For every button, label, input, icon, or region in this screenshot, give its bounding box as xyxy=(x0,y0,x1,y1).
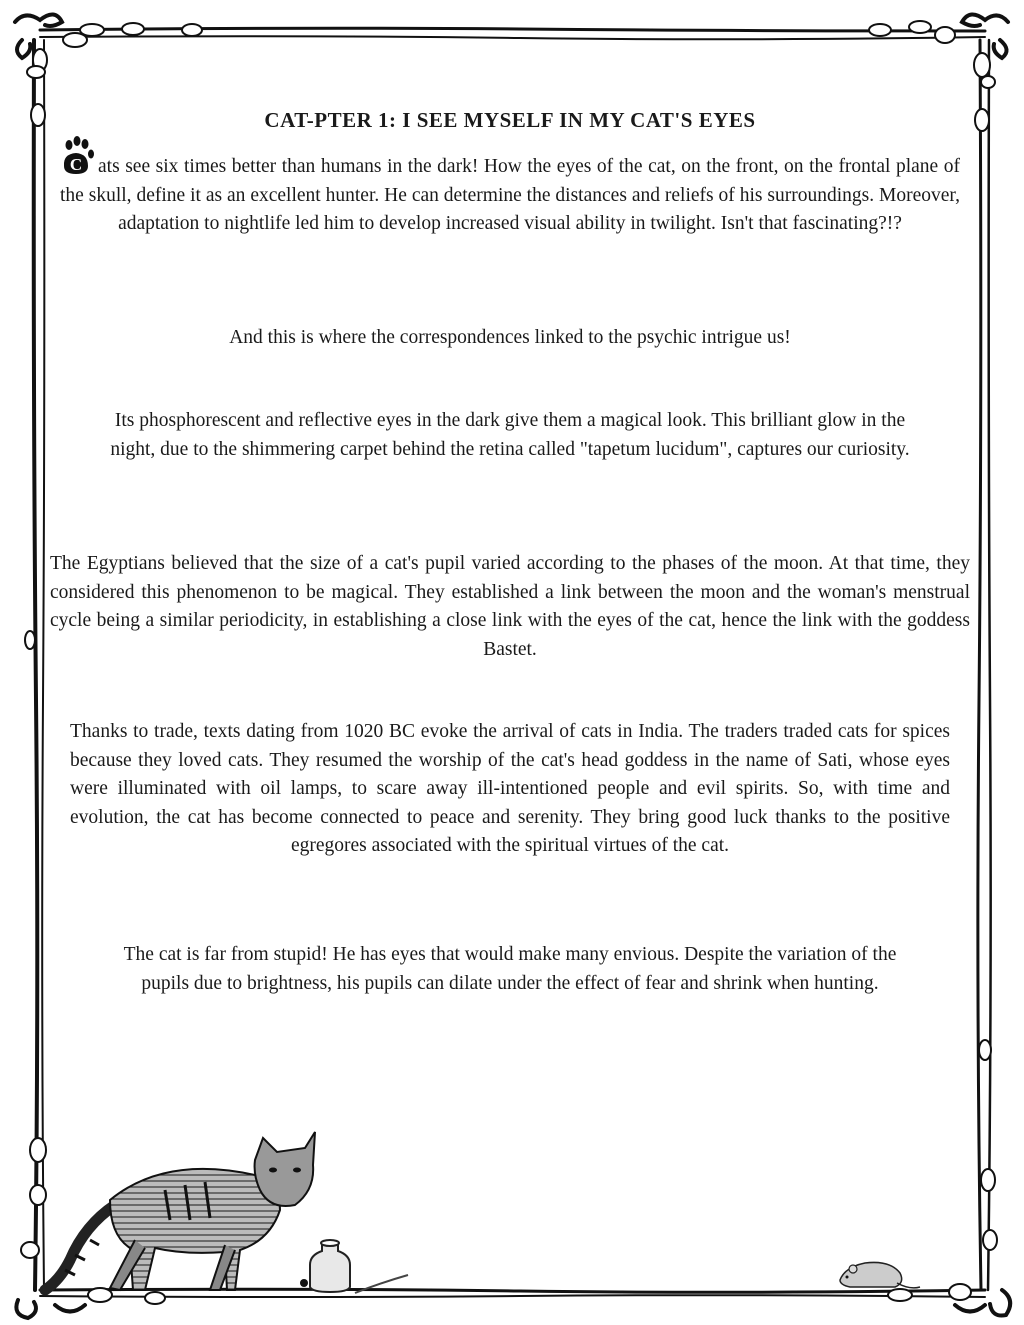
svg-text:C: C xyxy=(69,155,83,174)
paragraph-3: Its phosphorescent and reflective eyes in the dark give them a magical look. This brilliant glow in the night, due to the shimmering carpet behind the retina called "tapetum lucidum", captures our curiosity. xyxy=(110,410,910,460)
paw-print-icon xyxy=(60,142,96,178)
chapter-title: CAT-PTER 1: I SEE MYSELF IN MY CAT'S EYES xyxy=(264,108,756,132)
ink-bottle-illustration xyxy=(300,1235,410,1305)
paragraph-1 xyxy=(60,142,960,239)
paragraph-2: And this is where the correspondences linked to the psychic intrigue us! xyxy=(229,327,791,348)
paragraph-6: The cat is far from stupid! He has eyes that would make many envious. Despite the variation of the pupils due to brightness, his pupils can dilate under the effect of fear and shrink when hunting. xyxy=(123,944,897,994)
mouse-illustration xyxy=(835,1255,925,1300)
cat-illustration xyxy=(15,1130,325,1320)
paragraph-5: Thanks to trade, texts dating from 1020 BC evoke the arrival of cats in India. The traders traded cats for spices because they loved cats. They resumed the worship of the cat's head goddess in the name of Sati, whose eyes were illuminated with oil lamps, to scare away ill-intentioned people and evil spirits. So, with time and evolution, the cat has become connected to peace and serenity. They bring good luck thanks to the positive egregores associated with the spiritual virtues of the cat. xyxy=(70,721,950,856)
paragraph-4: The Egyptians believed that the size of a cat's pupil varied according to the phases of the moon. At that time, they considered this phenomenon to be magical. They established a link between the moon and the woman's menstrual cycle being a similar periodicity, in establishing a close link with the eyes of the cat, hence the link with the goddess Bastet. xyxy=(50,553,970,660)
paragraph-1-text: ats see six times better than humans in the dark! How the eyes of the cat, on the front, on the frontal plane of the skull, define it as an excellent hunter. He can determine the distances and reliefs of his surroundings. Moreover, adaptation to nightlife led him to develop increased visual ability in twilight. Isn't that fascinating?!? xyxy=(60,156,960,234)
